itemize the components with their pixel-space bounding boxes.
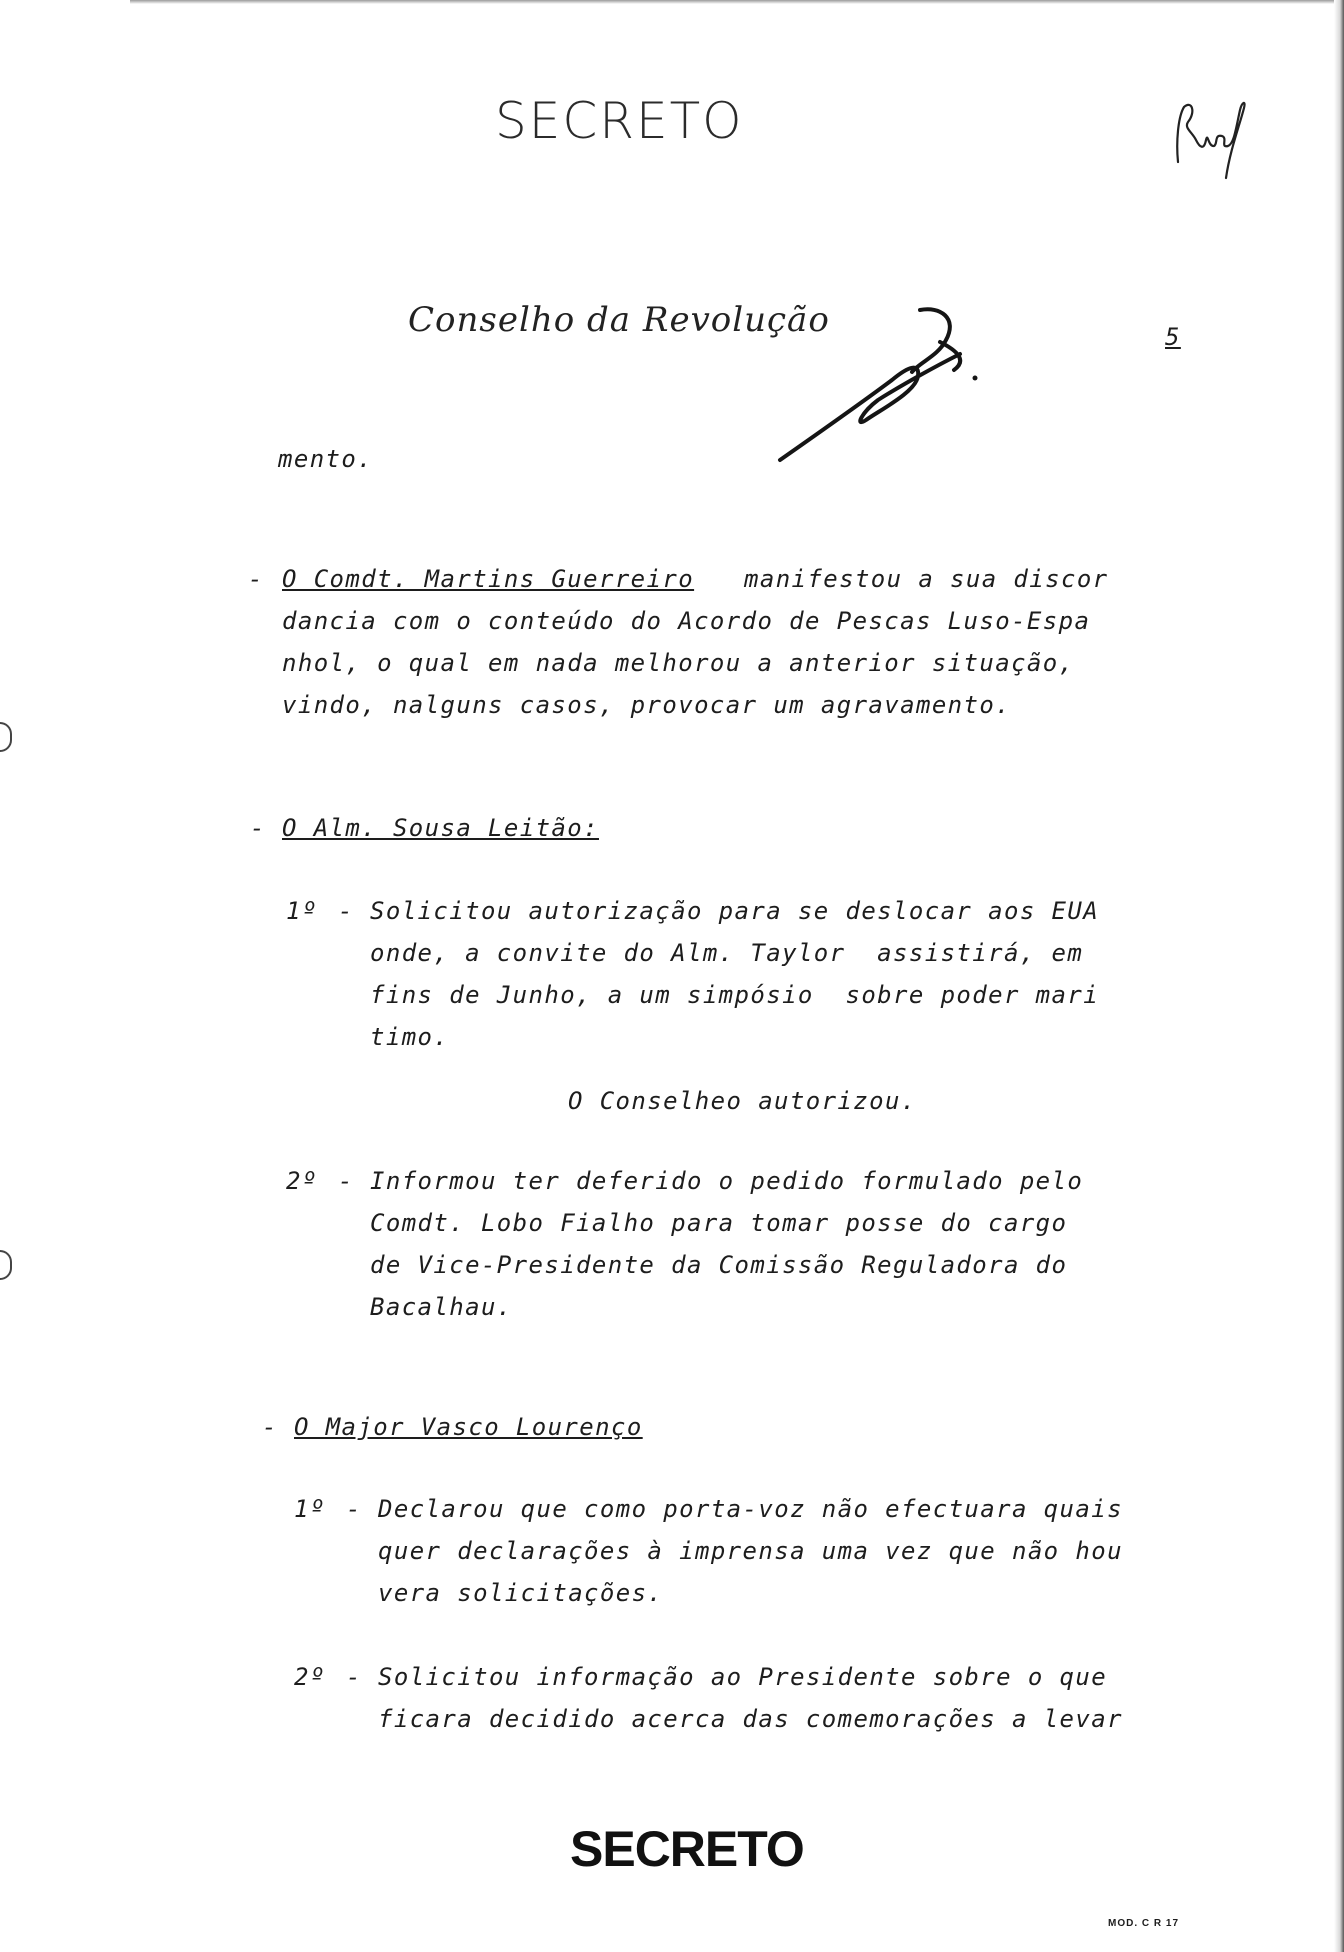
speaker-name: O Alm. Sousa Leitão: (282, 814, 599, 842)
council-decision: O Conselheo autorizou. (568, 1087, 917, 1115)
page-number: 5 (1165, 323, 1181, 351)
paragraph-line: Solicitou autorização para se deslocar aos EUA (370, 897, 1100, 925)
punch-hole-mark (0, 722, 12, 752)
paragraph-line: timo. (370, 1023, 450, 1051)
classification-stamp-bottom: SECRETO (570, 1821, 804, 1877)
paragraph-line: onde, a convite do Alm. Taylor assistirá, em (370, 939, 1084, 967)
paragraph-line: dancia com o conteúdo do Acordo de Pescas Luso-Espa (282, 607, 1091, 635)
carry-over-text: mento. (278, 445, 374, 473)
paragraph-line: Declarou que como porta-voz não efectuara quais (378, 1495, 1123, 1523)
speaker-name: O Major Vasco Lourenço (294, 1413, 643, 1441)
paragraph-line: quer declarações à imprensa uma vez que não hou (378, 1537, 1123, 1565)
paragraph-line: vera solicitações. (378, 1579, 664, 1607)
item-number: 1º (286, 897, 318, 925)
paragraph-line: de Vice-Presidente da Comissão Reguladora do (370, 1251, 1068, 1279)
classification-stamp-top: SECRETO (495, 92, 744, 150)
paragraph-line: Bacalhau. (370, 1293, 513, 1321)
paragraph-line: ficara decidido acerca das comemorações a levar (378, 1705, 1123, 1733)
list-dash: - (262, 1413, 294, 1441)
item-number: 2º (294, 1663, 326, 1691)
item-number: 1º (294, 1495, 326, 1523)
scan-top-edge (130, 0, 1340, 4)
punch-hole-mark (0, 1250, 12, 1280)
letterhead-title: Conselho da Revolução (408, 300, 830, 340)
handwritten-signature (770, 300, 990, 470)
paragraph-line: Solicitou informação ao Presidente sobre o que (378, 1663, 1108, 1691)
speaker-name: O Comdt. Martins Guerreiro (282, 565, 695, 593)
list-dash: - (248, 565, 280, 593)
list-dash: - (346, 1495, 362, 1523)
item-number: 2º (286, 1167, 318, 1195)
list-dash: - (338, 1167, 354, 1195)
form-code: MOD. C R 17 (1108, 1918, 1180, 1929)
scan-right-edge (1334, 0, 1344, 1952)
paragraph-line: vindo, nalguns casos, provocar um agravamento. (282, 691, 1012, 719)
paragraph-line: Comdt. Lobo Fialho para tomar posse do cargo (370, 1209, 1068, 1237)
list-dash: - (250, 814, 282, 842)
list-dash: - (338, 897, 354, 925)
handwritten-initials (1170, 92, 1250, 182)
paragraph-line: fins de Junho, a um simpósio sobre poder mari (370, 981, 1100, 1009)
paragraph-line: nhol, o qual em nada melhorou a anterior situação, (282, 649, 1075, 677)
list-dash: - (346, 1663, 362, 1691)
paragraph-line: Informou ter deferido o pedido formulado pelo (370, 1167, 1084, 1195)
paragraph-line: manifestou a sua discor (744, 565, 1109, 593)
